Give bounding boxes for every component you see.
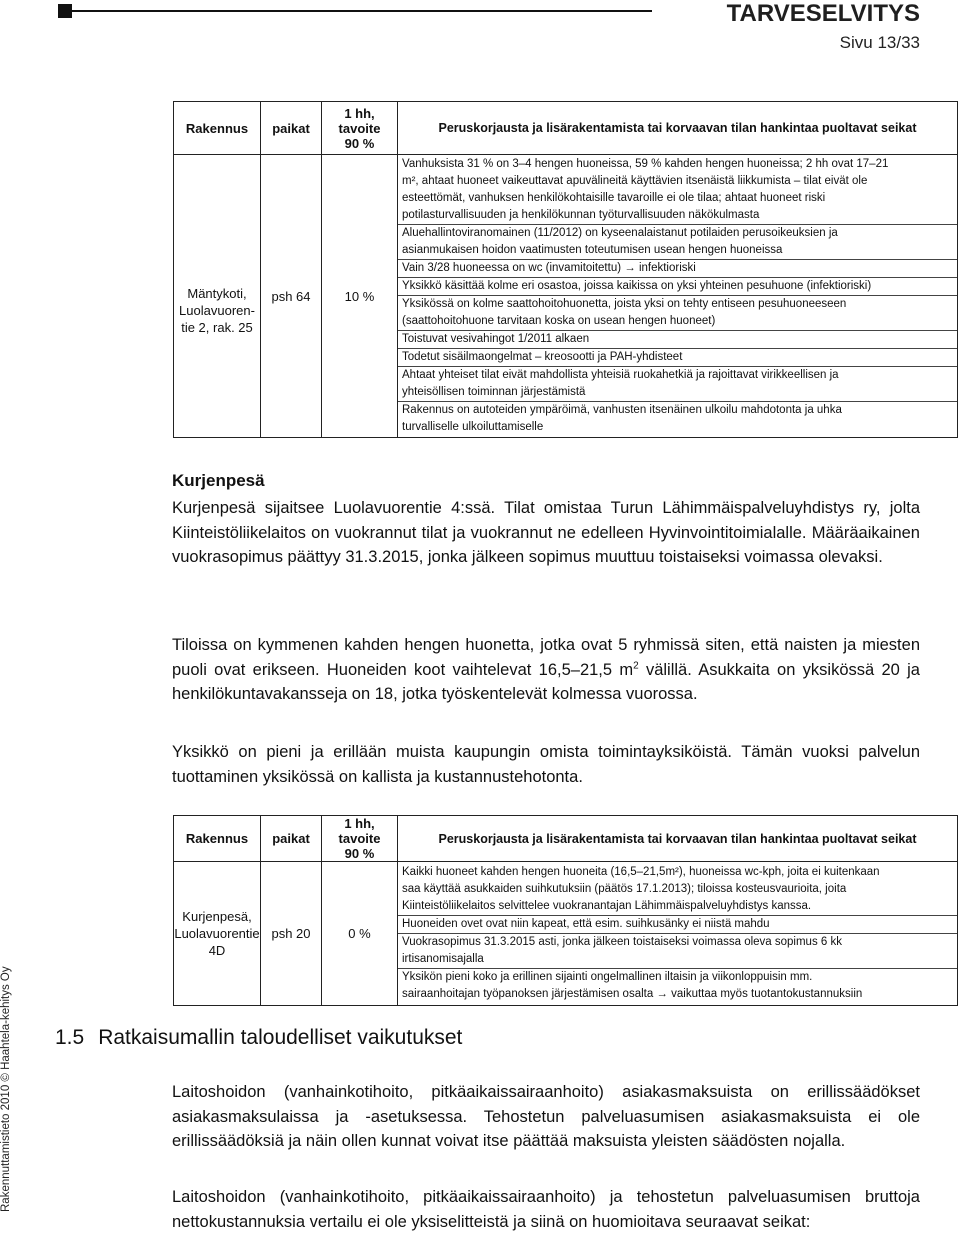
reason-line: Yksikkö käsittää kolme eri osastoa, joissa kaikissa on yksi yhteinen pesuhuone (infektioriski) (402, 280, 872, 292)
reason-line: Vuokrasopimus 31.3.2015 asti, jonka jälkeen toistaiseksi voimassa oleva sopimus 6 kk (402, 936, 842, 948)
reason-line: potilasturvallisuuden ja henkilökunnan työturvallisuuden näkökulmasta (402, 209, 760, 221)
kurjenpesa-paragraph-1: Kurjenpesä sijaitsee Luolavuorentie 4:ssä. Tilat omistaa Turun Lähimmäispalveluyhdistys ry, jolta Kiinteistöliikelaitos on vuokrannut tilat ja vuokrannut ne edelleen Hyvinvointitoimialalle. Määräaikainen vuokrasopimus päättyy 31.3.2015, jonka jälkeen sopimus muuttuu toistaiseksi voimassa olevaksi. (172, 499, 920, 566)
reason-item (398, 224, 957, 259)
col-header-places: paikat (261, 816, 322, 862)
section-1-5-paragraph-2: Laitoshoidon (vanhainkotihoito, pitkäaikaissairaanhoito) ja tehostetun palveluasumisen bruttoja nettokustannuksia vertailu ei ole yksiselitteistä ja siinä on huomioitava seuraavat seikat: (172, 1188, 920, 1231)
col-header-places: paikat (261, 102, 322, 155)
building-cell (174, 155, 261, 438)
reason-line: Aluehallintoviranomainen (11/2012) on kyseenalaistanut potilaiden perusoikeuksien ja (402, 227, 838, 239)
reason-line: Toistuvat vesivahingot 1/2011 alkaen (402, 333, 590, 345)
reason-line: Todetut sisäilmaongelmat – kreosootti ja PAH-yhdisteet (402, 351, 683, 363)
target-cell: 10 % (322, 155, 398, 438)
reason-line: Vain 3/28 huoneessa on wc (invamitoitettu) → infektioriski (402, 262, 696, 274)
reason-line: Huoneiden ovet ovat niin kapeat, että esim. suihkusänky ei niistä mahdu (402, 918, 770, 930)
section-1-5-paragraph-1: Laitoshoidon (vanhainkotihoito, pitkäaikaissairaanhoito) asiakasmaksuista on erillissäädökset asiakasmaksulaissa ja -asetuksessa. Tehostetun palveluasumisen asiakasmaksuista ei ole erillissäädöksiä ja näin ollen kunnat voivat itse päättää maksuista yleisten säädösten nojalla. (172, 1083, 920, 1150)
target-cell: 0 % (322, 862, 398, 1006)
reason-list (398, 864, 957, 1003)
building-name-line: Luolavuoren- (179, 302, 255, 318)
col-header-target: 1 hh, tavoite 90 % (322, 102, 398, 155)
reason-line: sairaanhoitajan työpanoksen järjestämisen osalta → vaikuttaa myös tuotantokustannuksiin (402, 988, 863, 1000)
reason-line: (saattohoitohuone tarvitaan koska on usean hengen huoneet) (402, 315, 716, 327)
kurjenpesa-paragraph-3: Yksikkö on pieni ja erillään muista kaupungin omista toimintayksiköistä. Tämän vuoksi palvelun tuottaminen yksikössä on kallista ja kustannustehotonta. (172, 743, 920, 786)
building-name-line: Mäntykoti, (187, 285, 247, 301)
reason-list (398, 156, 957, 436)
reason-line: Yksikön pieni koko ja erillinen sijainti ongelmallinen iltaisin ja viikonloppuisin mm. (402, 971, 813, 983)
reason-line: esteettömät, vanhuksen henkilökohtaisille tavaroille ei ole tilaa; ahtaat huoneet riski (402, 192, 826, 204)
building-name-line: Kurjenpesä, (182, 909, 252, 924)
building-name-line: 4D (208, 943, 226, 958)
building-name-line: Luolavuorentie (174, 926, 260, 941)
reason-item (398, 968, 957, 1003)
building-cell (174, 862, 261, 1006)
reason-line: saa käyttää asukkaiden suihkutuksiin (päätös 17.1.2013); tiloissa kosteusvaurioita, joita (402, 883, 847, 895)
page-number: Sivu 13/33 (839, 33, 920, 52)
reason-item (398, 295, 957, 330)
col-header-reasons: Peruskorjausta ja lisärakentamista tai korvaavan tilan hankintaa puoltavat seikat (398, 816, 958, 862)
reason-item (398, 401, 957, 436)
section-heading-kurjenpesa: Kurjenpesä (172, 471, 265, 490)
reasons-cell (398, 155, 958, 438)
places-cell: psh 64 (261, 155, 322, 438)
reason-line: Ahtaat yhteiset tilat eivät mahdollista yhteisiä ruokahetkiä ja rajoittavat virikkeellisen ja (402, 369, 839, 381)
reason-item (398, 915, 957, 933)
document-title: TARVESELVITYS (726, 0, 920, 27)
reason-item (398, 348, 957, 366)
reason-line: m², ahtaat huoneet vaikeuttavat apuvälineitä käyttävien itsenäistä liikkumista – tilat eivät ole (402, 175, 868, 187)
reason-line: Kaikki huoneet kahden hengen huoneita (16,5–21,5m²), huoneissa wc-kph, joita ei kuitenkaan (402, 866, 880, 878)
col-header-reasons: Peruskorjausta ja lisärakentamista tai korvaavan tilan hankintaa puoltavat seikat (398, 102, 958, 155)
building-name-line: tie 2, rak. 25 (181, 319, 253, 335)
reason-line: Vanhuksista 31 % on 3–4 hengen huoneissa, 59 % kahden hengen huoneissa; 2 hh ovat 17–21 (402, 158, 889, 170)
reasons-cell (398, 862, 958, 1006)
reason-line: Yksikössä on kolme saattohoitohuonetta, joista yksi on tehty entiseen pesuhuoneeseen (402, 298, 847, 310)
reason-line: turvalliselle ulkoiluttamiselle (402, 421, 544, 433)
reason-item (398, 366, 957, 401)
copyright-side-note: Rakennuttamistieto 2010 © Haahtela-kehitys Oy (0, 966, 12, 1212)
col-header-target: 1 hh, tavoite 90 % (322, 816, 398, 862)
reason-item (398, 933, 957, 968)
reason-item (398, 864, 957, 915)
col-header-building: Rakennus (174, 816, 261, 862)
reason-item (398, 330, 957, 348)
section-heading-1-5: 1.5 Ratkaisumallin taloudelliset vaikutukset (55, 1026, 463, 1049)
reason-line: Kiinteistöliikelaitos selvittelee vuokranantajan Lähimmäispalveluyhdistys kanssa. (402, 900, 812, 912)
reason-item (398, 259, 957, 277)
reason-item (398, 156, 957, 224)
table-kurjenpesa (173, 815, 958, 1006)
col-header-building: Rakennus (174, 102, 261, 155)
kurjenpesa-paragraph-2: Tiloissa on kymmenen kahden hengen huonetta, jotka ovat 5 ryhmissä siten, että naisten ja miesten puoli ovat erikseen. Huoneiden koot vaihtelevat 16,5–21,5 $m^2$ välillä. Asukkaita on yksikössä 20 ja henkilökuntavakansseja on 18, jotka työskentelevät kolmessa vuorossa. (172, 636, 920, 703)
header-square (58, 4, 72, 18)
reason-line: yhteisöllisen toiminnan järjestämistä (402, 386, 586, 398)
reason-line: asianmukaisen hoidon vaatimusten toteutumisen usean hengen huoneissa (402, 244, 783, 256)
table-mantykoti (173, 101, 958, 438)
reason-line: Rakennus on autoteiden ympäröimä, vanhusten itsenäinen ulkoilu mahdotonta ja uhka (402, 404, 842, 416)
header-rule (72, 10, 652, 12)
reason-line: irtisanomisajalla (402, 953, 484, 965)
places-cell: psh 20 (261, 862, 322, 1006)
reason-item (398, 277, 957, 295)
